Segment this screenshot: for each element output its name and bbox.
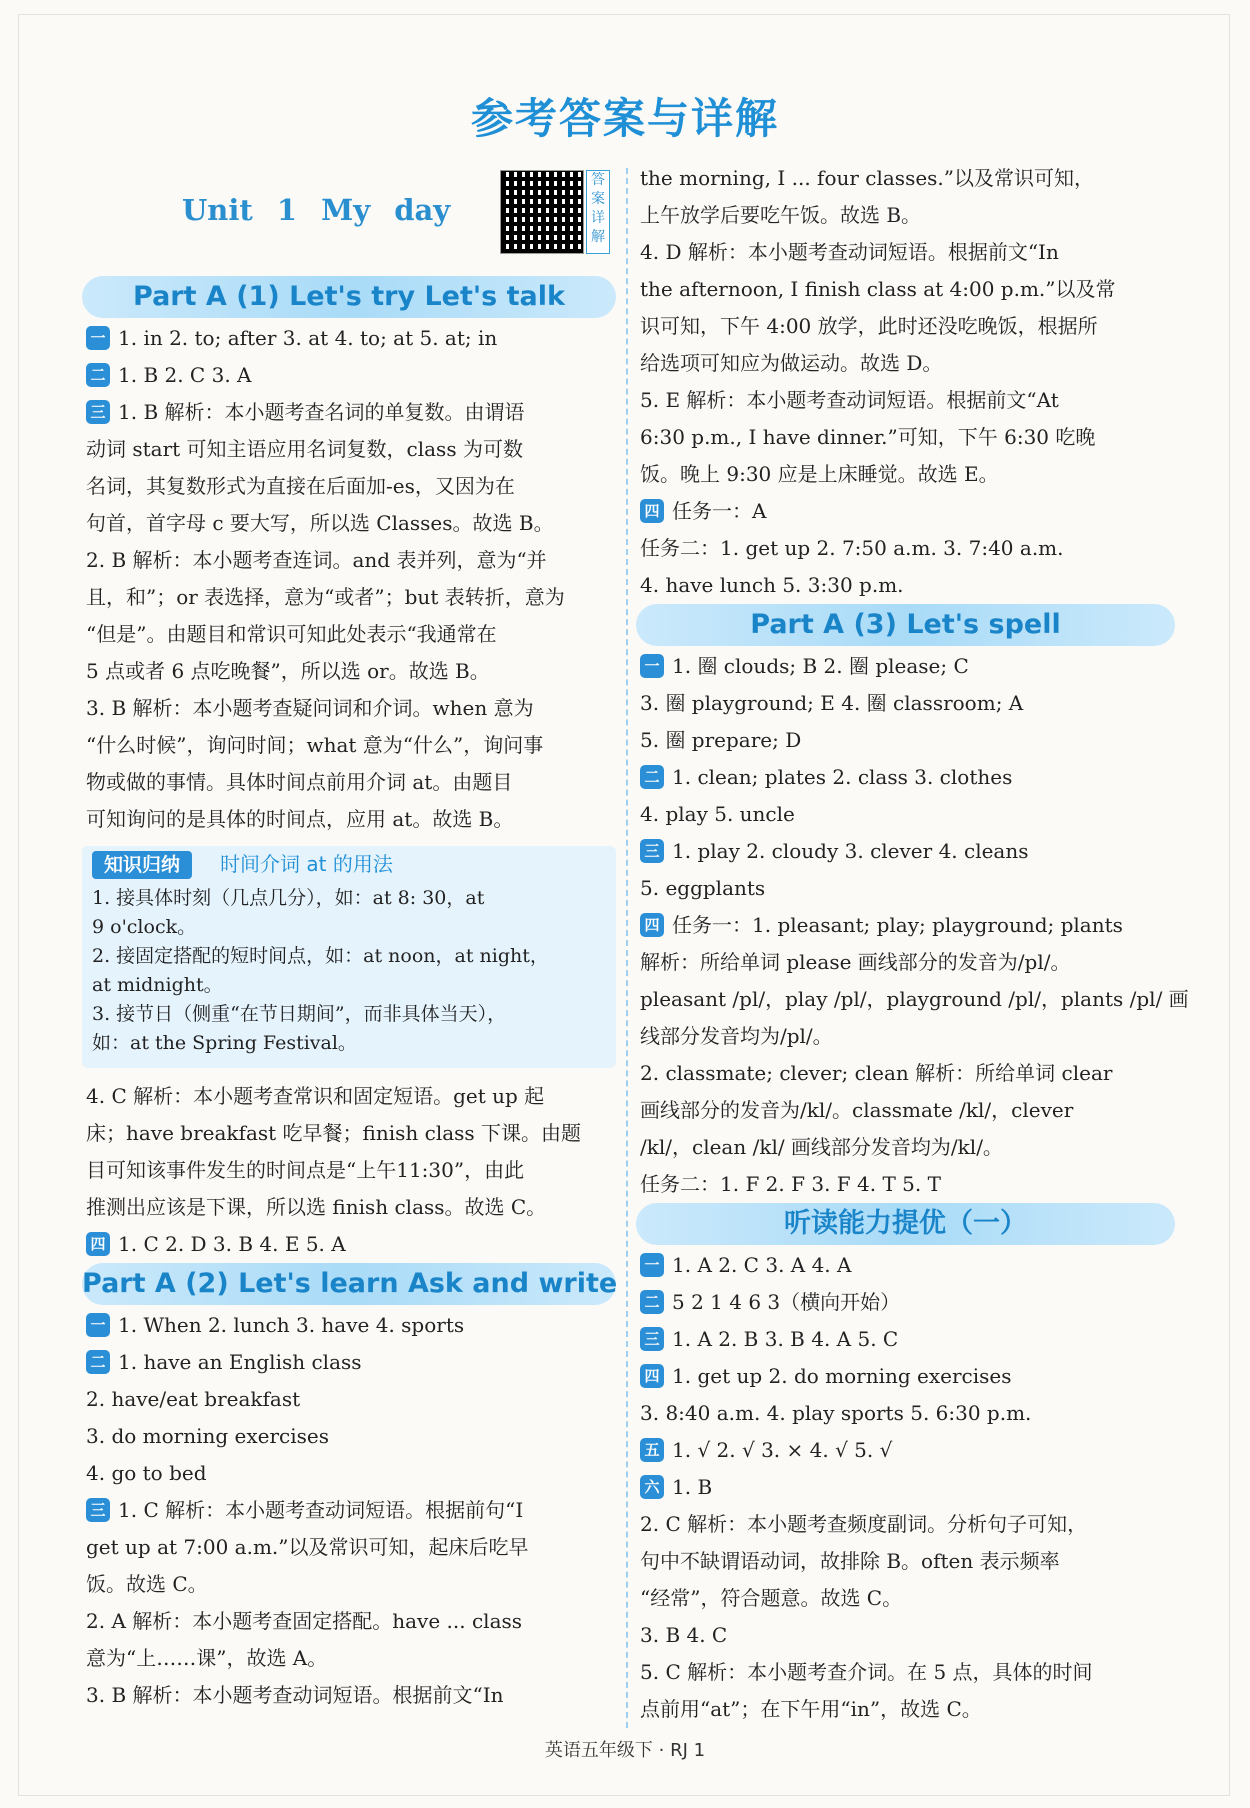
answer-line: 3. 8:40 a.m. 4. play sports 5. 6:30 p.m. <box>640 1401 1032 1425</box>
answer-line: 点前用“at”；在下午用“in”，故选 C。 <box>640 1697 982 1721</box>
answer-line: 床；have breakfast 吃早餐；finish class 下课。由题 <box>86 1121 582 1145</box>
section-badge: 四 <box>640 499 664 523</box>
answer-line: 可知询问的是具体的时间点，应用 at。故选 B。 <box>86 807 514 831</box>
answer-line: 线部分发音均为/pl/。 <box>640 1024 833 1048</box>
section-badge: 四 <box>640 1364 664 1388</box>
section-banner-part-a3: Part A (3) Let's spell <box>636 604 1175 646</box>
page-footer: 英语五年级下 · RJ 1 <box>544 1740 706 1761</box>
answer-line: the afternoon, I finish class at 4:00 p.m.”以及常 <box>640 277 1116 301</box>
answer-line: 任务二：1. F 2. F 3. F 4. T 5. T <box>640 1172 941 1196</box>
answer-line: 一 1. A 2. C 3. A 4. A <box>640 1247 1175 1284</box>
answer-line: 句中不缺谓语动词，故排除 B。often 表示频率 <box>640 1549 1060 1573</box>
answer-line: 2. B 解析：本小题考查连词。and 表并列，意为“并 <box>86 548 547 572</box>
section-badge: 二 <box>86 1350 110 1374</box>
note-tag: 知识归纳 <box>92 851 192 879</box>
note-line: 1. 接具体时刻（几点几分），如：at 8: 30，at <box>92 887 485 909</box>
answer-line: 5. 圈 prepare; D <box>640 728 802 752</box>
section-banner-part-a2: Part A (2) Let's learn Ask and write <box>82 1263 616 1305</box>
answer-line: 动词 start 可知主语应用名词复数，class 为可数 <box>86 437 523 461</box>
answer-line: 2. C 解析：本小题考查频度副词。分析句子可知， <box>640 1512 1088 1536</box>
section-badge: 二 <box>86 363 110 387</box>
answer-line: 四 任务一：1. pleasant; play; playground; plants <box>640 907 1175 944</box>
answer-line: 4. have lunch 5. 3:30 p.m. <box>640 573 904 597</box>
knowledge-note <box>82 846 616 1068</box>
qr-code[interactable] <box>500 170 584 254</box>
answer-line: 3. 圈 playground; E 4. 圈 classroom; A <box>640 691 1024 715</box>
answer-line: 3. B 4. C <box>640 1623 728 1647</box>
note-line: 如：at the Spring Festival。 <box>92 1032 357 1054</box>
answer-line: 4. C 解析：本小题考查常识和固定短语。get up 起 <box>86 1084 545 1108</box>
answer-line: 5. E 解析：本小题考查动词短语。根据前文“At <box>640 388 1059 412</box>
answer-line: 饭。晚上 9:30 应是上床睡觉。故选 E。 <box>640 462 999 486</box>
answer-line: 2. classmate; clever; clean 解析：所给单词 clear <box>640 1061 1113 1085</box>
section-badge: 六 <box>640 1475 664 1499</box>
answer-line: 二 1. clean; plates 2. class 3. clothes <box>640 759 1175 796</box>
note-line: 3. 接节日（侧重“在节日期间”，而非具体当天）， <box>92 1003 507 1025</box>
answer-line: 3. do morning exercises <box>86 1424 329 1448</box>
answer-line: 上午放学后要吃午饭。故选 B。 <box>640 203 922 227</box>
page-title: 参考答案与详解 <box>470 94 779 143</box>
answer-line: 3. B 解析：本小题考查动词短语。根据前文“In <box>86 1683 504 1707</box>
answer-line: 四 1. C 2. D 3. B 4. E 5. A <box>86 1226 616 1263</box>
answer-line: 画线部分的发音为/kl/。classmate /kl/，clever <box>640 1098 1074 1122</box>
answer-line: pleasant /pl/，play /pl/，playground /pl/，plants /pl/ 画 <box>640 987 1189 1011</box>
answer-line: 二 5 2 1 4 6 3（横向开始） <box>640 1284 1175 1321</box>
answer-line: 饭。故选 C。 <box>86 1572 208 1596</box>
answer-line: get up at 7:00 a.m.”以及常识可知，起床后吃早 <box>86 1535 529 1559</box>
answer-line: 2. have/eat breakfast <box>86 1387 301 1411</box>
note-line: at midnight。 <box>92 974 223 996</box>
answer-line: 三 1. C 解析：本小题考查动词短语。根据前句“I <box>86 1492 616 1529</box>
answer-line: the morning, I ... four classes.”以及常识可知， <box>640 166 1095 190</box>
section-badge: 三 <box>640 1327 664 1351</box>
unit-title: Unit 1 My day <box>182 193 451 227</box>
answer-line: 二 1. B 2. C 3. A <box>86 357 616 394</box>
answer-line: 四 1. get up 2. do morning exercises <box>640 1358 1175 1395</box>
answer-line: 4. go to bed <box>86 1461 207 1485</box>
answer-line: 一 1. 圈 clouds; B 2. 圈 please; C <box>640 648 1175 685</box>
answer-line: 4. play 5. uncle <box>640 802 795 826</box>
answer-line: “但是”。由题目和常识可知此处表示“我通常在 <box>86 622 497 646</box>
section-badge: 四 <box>86 1232 110 1256</box>
note-line: 9 o'clock。 <box>92 916 197 938</box>
answer-line: 3. B 解析：本小题考查疑问词和介词。when 意为 <box>86 696 534 720</box>
section-badge: 一 <box>640 1253 664 1277</box>
section-badge: 三 <box>86 1498 110 1522</box>
answer-line: 一 1. When 2. lunch 3. have 4. sports <box>86 1307 616 1344</box>
answer-line: 识可知，下午 4:00 放学，此时还没吃晚饭，根据所 <box>640 314 1098 338</box>
answer-line: 5. eggplants <box>640 876 766 900</box>
section-badge: 二 <box>640 1290 664 1314</box>
answer-line: 给选项可知应为做运动。故选 D。 <box>640 351 943 375</box>
right-column <box>640 160 1189 1728</box>
section-badge: 一 <box>640 654 664 678</box>
section-badge: 二 <box>640 765 664 789</box>
answer-line: 一 1. in 2. to; after 3. at 4. to; at 5. at; in <box>86 320 616 357</box>
answer-line: “经常”，符合题意。故选 C。 <box>640 1586 903 1610</box>
answer-line: 三 1. play 2. cloudy 3. clever 4. cleans <box>640 833 1175 870</box>
section-banner-part-a1: Part A (1) Let's try Let's talk <box>82 276 616 318</box>
answer-line: /kl/，clean /kl/ 画线部分发音均为/kl/。 <box>640 1135 1003 1159</box>
section-badge: 三 <box>640 839 664 863</box>
answer-line: 解析：所给单词 please 画线部分的发音为/pl/。 <box>640 950 1071 974</box>
answer-line: 三 1. B 解析：本小题考查名词的单复数。由谓语 <box>86 394 616 431</box>
note-title: 时间介词 at 的用法 <box>220 852 393 876</box>
answer-line: 任务二：1. get up 2. 7:50 a.m. 3. 7:40 a.m. <box>640 536 1064 560</box>
answer-line: 4. D 解析：本小题考查动词短语。根据前文“In <box>640 240 1059 264</box>
answer-line: 5. C 解析：本小题考查介词。在 5 点，具体的时间 <box>640 1660 1093 1684</box>
answer-line: 名词，其复数形式为直接在后面加-es，又因为在 <box>86 474 515 498</box>
column-divider <box>626 168 628 1728</box>
answer-line: 2. A 解析：本小题考查固定搭配。have ... class <box>86 1609 523 1633</box>
section-badge: 三 <box>86 400 110 424</box>
section-badge: 五 <box>640 1438 664 1462</box>
answer-line: 目可知该事件发生的时间点是“上午11:30”，由此 <box>86 1158 525 1182</box>
section-banner-listening: 听读能力提优（一） <box>636 1203 1175 1245</box>
qr-label: 答案详解 <box>586 170 610 254</box>
section-badge: 四 <box>640 913 664 937</box>
answer-line: 物或做的事情。具体时间点前用介词 at。由题目 <box>86 770 513 794</box>
answer-line: 二 1. have an English class <box>86 1344 616 1381</box>
left-column <box>82 276 618 1714</box>
note-line: 2. 接固定搭配的短时间点，如：at noon，at night， <box>92 945 549 967</box>
answer-line: 四 任务一：A <box>640 493 1175 530</box>
answer-line: 意为“上……课”，故选 A。 <box>86 1646 328 1670</box>
answer-line: “什么时候”，询问时间；what 意为“什么”，询问事 <box>86 733 544 757</box>
answer-line: 推测出应该是下课，所以选 finish class。故选 C。 <box>86 1195 547 1219</box>
answer-line: 三 1. A 2. B 3. B 4. A 5. C <box>640 1321 1175 1358</box>
answer-line: 5 点或者 6 点吃晚餐”，所以选 or。故选 B。 <box>86 659 490 683</box>
section-badge: 一 <box>86 1313 110 1337</box>
answer-line: 句首，首字母 c 要大写，所以选 Classes。故选 B。 <box>86 511 554 535</box>
answer-line: 六 1. B <box>640 1469 1175 1506</box>
answer-line: 且，和”；or 表选择，意为“或者”；but 表转折，意为 <box>86 585 565 609</box>
section-badge: 一 <box>86 326 110 350</box>
answer-line: 五 1. √ 2. √ 3. × 4. √ 5. √ <box>640 1432 1175 1469</box>
answer-line: 6:30 p.m., I have dinner.”可知，下午 6:30 吃晚 <box>640 425 1096 449</box>
